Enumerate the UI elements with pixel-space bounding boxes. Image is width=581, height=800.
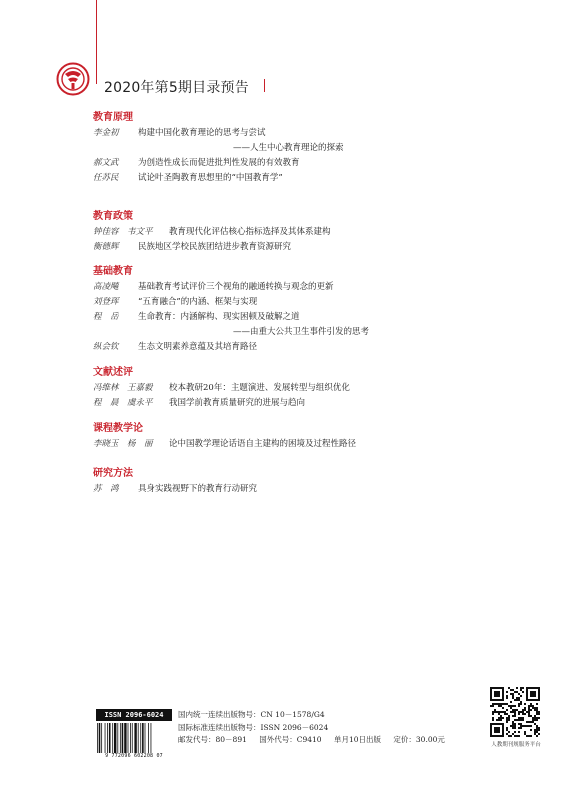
toc-section [93,211,331,255]
toc-entry[interactable] [93,141,344,156]
barcode-bar [134,723,136,753]
entry-authors: 程 岳 [93,312,119,322]
toc-section [93,266,370,355]
entry-title: 校本教研20年：主题演进、发展转型与组织优化 [169,383,350,393]
qr-caption: 人教期刊规服务平台 [491,742,541,748]
toc-entry[interactable] [93,325,370,340]
entry-title: 具身实践视野下的教育行动研究 [138,484,258,494]
toc-entry[interactable] [93,225,331,240]
toc-entry[interactable] [93,171,283,186]
toc-entry[interactable] [93,482,258,497]
barcode-bar [140,723,141,753]
entry-title: 教育现代化评估核心指标选择及其体系建构 [169,227,331,237]
toc-entry[interactable] [93,240,292,255]
barcode-bar [142,723,144,753]
entry-title: 为创造性成长而促进批判性发展的有效教育 [138,158,300,168]
entry-authors: 刘登珲 [93,297,119,307]
entry-authors: 郝文武 [93,158,119,168]
barcode-bar [117,723,118,753]
toc-entry[interactable] [93,381,350,396]
barcode-bar [148,723,149,753]
qr-code-icon[interactable] [490,687,540,737]
entry-authors: 高凌飚 [93,282,119,292]
publication-info [178,709,455,747]
publication-details-row [178,734,455,747]
entry-subtitle: ——人生中心教育理论的探索 [233,143,344,153]
entry-authors: 程 晨 虞永平 [93,398,153,408]
entry-authors: 李金初 [93,128,119,138]
section-title: 教育原理 [93,112,133,123]
entry-authors: 冯维林 王嘉毅 [93,383,153,393]
barcode-bar [130,723,131,753]
entry-authors: 衡德辉 [93,242,119,252]
entry-title: 民族地区学校民族团结进步教育资源研究 [138,242,292,252]
toc-entry[interactable] [93,396,306,411]
toc-section [93,367,350,411]
toc-entry[interactable] [93,295,258,310]
barcode-bar [105,723,106,753]
barcode-bar [124,723,126,753]
toc-entry[interactable] [93,156,300,171]
barcode-bar [99,723,101,753]
entry-title: 生命教育：内涵解构、现实困顿及破解之道 [138,312,300,322]
frequency: 单月10日出版 [333,735,382,744]
vertical-rule [96,0,97,84]
section-title: 文献述评 [93,367,133,378]
entry-authors: 李晓玉 杨 丽 [93,439,153,449]
section-title: 教育政策 [93,211,133,222]
price: 定价：30.00元 [393,735,445,744]
page-title: 2020年第5期目录预告 [104,80,249,96]
postal-code: 邮发代号：80－891 [178,735,247,744]
barcode-bar [112,723,113,753]
entry-title: 论中国教学理论话语自主建构的困境及过程性路径 [169,439,357,449]
entry-title: 我国学前教育质量研究的进展与趋向 [169,398,306,408]
barcode-bar [109,723,111,753]
entry-authors: 任苏民 [93,173,119,183]
entry-title: 试论叶圣陶教育思想里的“中国教育学” [138,173,283,183]
entry-title: 基础教育考试评价三个视角的融通转换与观念的更新 [138,282,334,292]
entry-subtitle: ——由重大公共卫生事件引发的思考 [233,327,370,337]
section-title: 研究方法 [93,468,133,479]
toc-section [93,468,258,497]
barcode-bar [101,723,102,753]
barcode-bar [151,723,152,753]
overseas-code: 国外代号：C9410 [259,735,322,744]
entry-title: “五育融合”的内涵、框架与实现 [138,297,258,307]
toc-entry[interactable] [93,280,334,295]
barcode-bar [138,723,139,753]
issn-barcode-label: ISSN 2096-6024 [96,709,172,721]
entry-authors: 纵会钦 [93,342,119,352]
cn-number: 国内统一连续出版物号：CN 10－1578/G4 [178,710,325,719]
title-accent-bar [264,79,265,92]
journal-logo-icon [56,62,90,96]
section-title: 基础教育 [93,266,133,277]
section-title: 课程教学论 [93,423,143,434]
barcode-bars [96,723,172,753]
barcode-bar [120,723,121,753]
entry-title: 构建中国化教育理论的思考与尝试 [138,128,266,138]
toc-section [93,112,344,186]
toc-entry[interactable] [93,126,266,141]
barcode-bar [145,723,146,753]
barcode [96,709,172,761]
barcode-bar [132,723,133,753]
toc-entry[interactable] [93,437,357,452]
issn-number: 国际标准连续出版物号：ISSN 2096－6024 [178,722,329,732]
entry-authors: 苏 鸿 [93,484,119,494]
barcode-bar [128,723,129,753]
entry-title: 生态文明素养意蕴及其培育路径 [138,342,258,352]
barcode-digits: 9 772096 602208 07 [105,753,163,759]
barcode-bar [114,723,116,753]
barcode-bar [97,723,98,753]
entry-authors: 钟佳容 韦文平 [93,227,153,237]
toc-entry[interactable] [93,310,300,325]
barcode-bar [107,723,108,753]
toc-section [93,423,357,452]
barcode-bar [122,723,124,753]
toc-entry[interactable] [93,340,258,355]
